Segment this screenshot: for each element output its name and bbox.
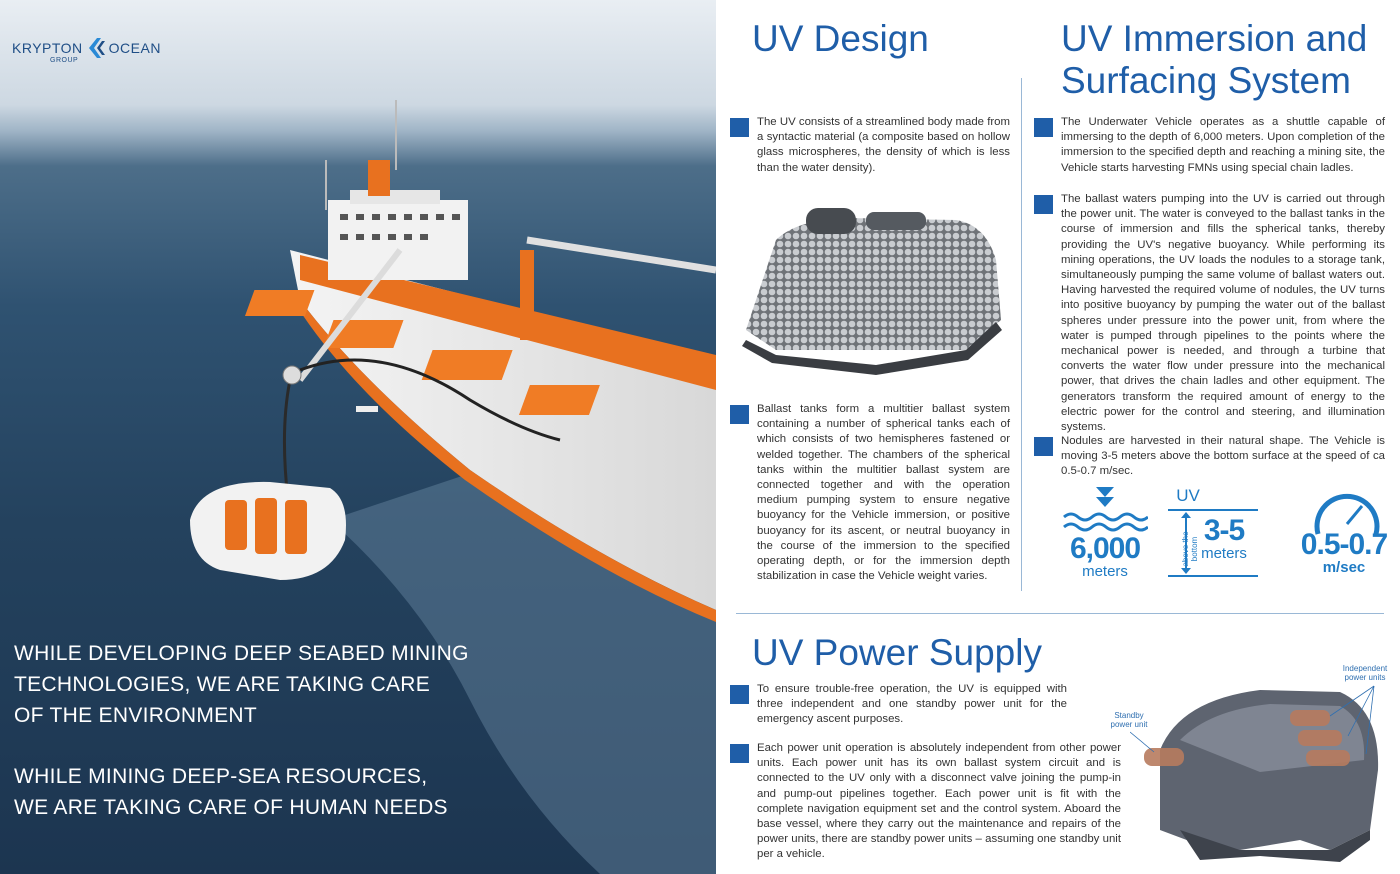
bullet-marker <box>1034 437 1053 456</box>
bullet-marker <box>1034 195 1053 214</box>
bullet-marker <box>730 405 749 424</box>
immersion-title: UV Immersion and Surfacing System <box>1061 18 1368 101</box>
speed-stat <box>1296 530 1392 576</box>
company-logo <box>12 38 161 64</box>
bullet-marker <box>730 685 749 704</box>
label-standby-unit: Standby power unit <box>1110 711 1148 729</box>
logo-left-word: KRYPTON <box>12 40 83 56</box>
height-stat <box>1192 516 1256 562</box>
speed-value: 0.5-0.7 <box>1300 528 1388 561</box>
uv-label: UV <box>1176 486 1200 505</box>
slogan-environment: WHILE DEVELOPING DEEP SEABED MINING TECHNOLOGIES, WE ARE TAKING CARE OF THE ENVIRONMENT <box>14 642 469 727</box>
bullet-marker <box>730 118 749 137</box>
depth-value: 6,000 <box>1069 532 1141 565</box>
column-divider <box>1021 78 1022 591</box>
uv-design-paragraph-2: Ballast tanks form a multitier ballast system containing a number of spherical tanks each of which consists of two hemispheres fastened or welded together. The chambers of the spherical tanks within the multitier ballast system are connected together and with the operation medium pumping system to ensure negative buoyancy for the Vehicle immersion, or positive buoyancy for its ascent, or neutral buoyancy in the course of the immersion to the specified operating depth, or for the immersion depth stabilization in case the Vehicle weight varies. <box>757 403 1010 583</box>
slogan-human-needs: WHILE MINING DEEP-SEA RESOURCES, WE ARE TAKING CARE OF HUMAN NEEDS <box>14 765 448 819</box>
height-value: 3-5 <box>1203 514 1245 547</box>
uv-design-title: UV Design <box>752 18 929 59</box>
label-independent-units: Independent power units <box>1342 664 1388 682</box>
bullet-marker <box>1034 118 1053 137</box>
power-title: UV Power Supply <box>752 632 1042 673</box>
bullet-marker <box>730 744 749 763</box>
depth-unit: meters <box>1082 563 1128 580</box>
uv-ballast-render <box>736 200 1008 376</box>
height-caption: above the bottom <box>1181 531 1199 567</box>
power-paragraph-2: Each power unit operation is absolutely independent from other power units. Each power unit has its own ballast system circuit and is connected to the UV only with a disconnect valve joining the pump-in and pump-out pipelines together. Each power unit is fit with the complete navigation equipment set and the control system. Aboard the base vessel, where they carry out the maintenance and repairs of the power units, there are standby power units – assuming one standby unit per a vehicle. <box>757 742 1121 861</box>
immersion-paragraph-2: The ballast waters pumping into the UV is carried out through the power unit. The water is conveyed to the ballast tanks in the course of immersion and fills the spherical tanks, thereby providing the UV's negative buoyancy. While performing its mining operations, the UV loads the nodules to a storage tank, simultaneously pumping the same volume of ballast waters out. Having harvested the required volume of nodules, the UV turns into positive buoyancy by pumping the water out of the ballast spheres under pressure into the power unit, from where the water is pumped through pipelines to the points where the mechanical power is needed, and through a turbine that converts the water flow under pressure into the mechanical power, that drives the chain ladles and other equipment. The generators transform the required amount of energy to the electric power for the control and steering, and illumination systems. <box>1061 193 1385 434</box>
callout-lines <box>1130 680 1390 760</box>
logo-sub: GROUP <box>50 57 79 64</box>
section-separator <box>736 613 1384 614</box>
immersion-paragraph-3: Nodules are harvested in their natural shape. The Vehicle is moving 3-5 meters above the bottom surface at the speed of ca 0.5-0.7 m/sec. <box>1061 435 1385 478</box>
uv-design-paragraph-1: The UV consists of a streamlined body made from a syntactic material (a composite based on hollow glass microspheres, the density of which is less than the water density). <box>757 116 1010 174</box>
power-paragraph-1: To ensure trouble-free operation, the UV is equipped with three independent and one standby power unit for the emergency ascent purposes. <box>757 683 1067 726</box>
depth-stat <box>1058 534 1152 580</box>
height-unit: meters <box>1201 545 1247 562</box>
depth-waves-icon <box>1062 487 1148 537</box>
logo-mark-icon <box>87 38 105 58</box>
immersion-paragraph-1: The Underwater Vehicle operates as a shuttle capable of immersing to the depth of 6,000 meters. Upon completion of the immersion to the specified depth and reaching a mining site, the Vehicle starts harvesting FMNs using special chain ladles. <box>1061 116 1385 174</box>
logo-right-word: OCEAN <box>108 40 161 56</box>
speed-unit: m/sec <box>1322 559 1366 576</box>
